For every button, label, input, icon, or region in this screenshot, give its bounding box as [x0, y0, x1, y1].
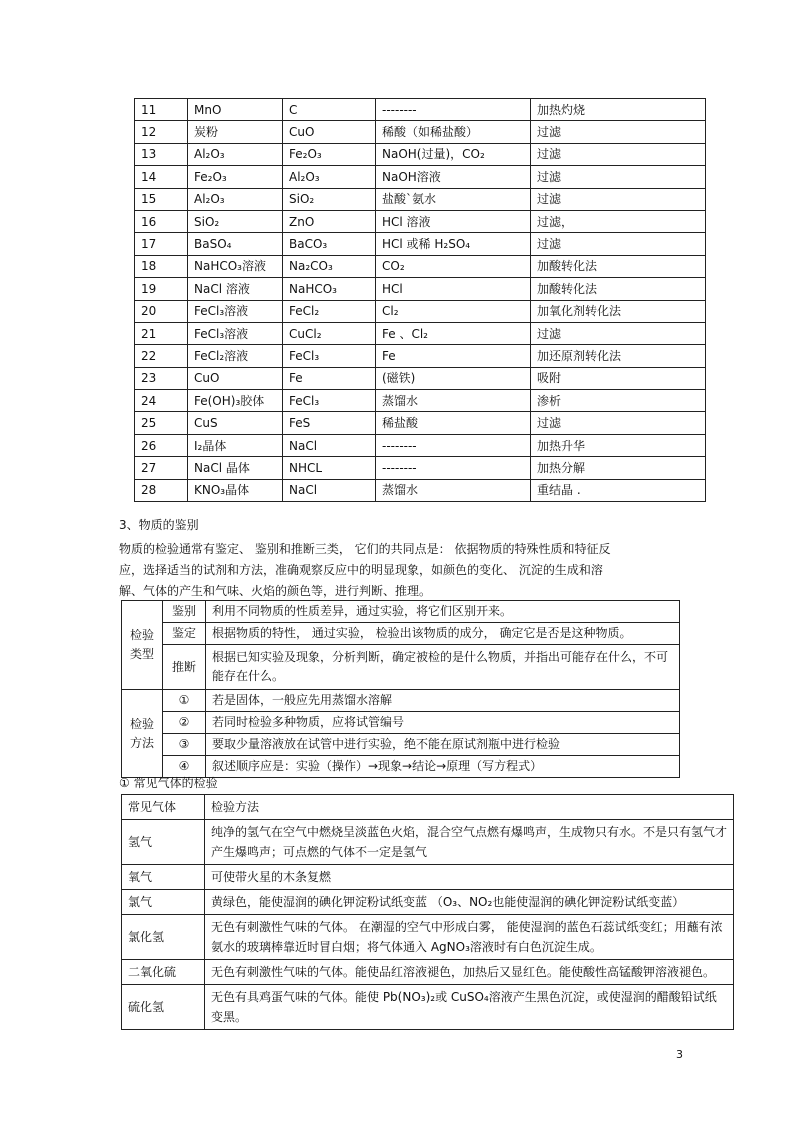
- table-cell: 蒸馏水: [376, 479, 531, 501]
- table-row: [122, 985, 734, 1030]
- table-cell: FeCl₃: [283, 390, 376, 412]
- table-cell: 22: [135, 345, 188, 367]
- table-cell: 27: [135, 457, 188, 479]
- table-cell: 24: [135, 390, 188, 412]
- table-row: [135, 121, 706, 143]
- table-cell: KNO₃晶体: [188, 479, 283, 501]
- table-cell: BaSO₄: [188, 233, 283, 255]
- table-row: [135, 300, 706, 322]
- gas-method: 无色有刺激性气味的气体。 在潮湿的空气中形成白雾， 能使湿润的蓝色石蕊试纸变红；用蘸有浓氨水的玻璃棒靠近时冒白烟；将气体通入 AgNO₃溶液时有白色沉淀生成。: [205, 915, 734, 960]
- sub-label: 鉴定: [163, 623, 206, 645]
- table-row: [122, 623, 680, 645]
- table-cell: 过滤: [531, 143, 706, 165]
- table-cell: NaOH溶液: [376, 166, 531, 188]
- gas-name: 氯气: [122, 890, 205, 915]
- table-row: [135, 99, 706, 121]
- table-cell: CuO: [188, 367, 283, 389]
- table-cell: 18: [135, 255, 188, 277]
- gas-method: 可使带火星的木条复燃: [205, 865, 734, 890]
- group-label-type: 检验类型: [122, 601, 163, 690]
- table-header-row: [122, 795, 734, 820]
- table-cell: C: [283, 99, 376, 121]
- table-cell: 加热灼烧: [531, 99, 706, 121]
- table-row: [122, 690, 680, 712]
- table-row: [135, 434, 706, 456]
- table-row: [135, 143, 706, 165]
- table-cell: 过滤: [531, 412, 706, 434]
- table-row: [122, 960, 734, 985]
- table-cell: 17: [135, 233, 188, 255]
- table-cell: 重结晶 .: [531, 479, 706, 501]
- table-cell: 23: [135, 367, 188, 389]
- table-cell: 渗析: [531, 390, 706, 412]
- table-cell: 15: [135, 188, 188, 210]
- separation-table: [134, 98, 706, 502]
- gas-heading: ① 常见气体的检验: [119, 776, 218, 790]
- row-text: 若同时检验多种物质，应将试管编号: [206, 712, 680, 734]
- table-cell: NaCl: [283, 434, 376, 456]
- gas-name: 氯化氢: [122, 915, 205, 960]
- table-cell: CuS: [188, 412, 283, 434]
- table-row: [122, 601, 680, 623]
- section-heading: 3、物质的鉴别: [119, 518, 199, 532]
- page-number: 3: [676, 1048, 683, 1061]
- sub-label: ①: [163, 690, 206, 712]
- header-gas: 常见气体: [122, 795, 205, 820]
- table-cell: Fe₂O₃: [188, 166, 283, 188]
- table-cell: NaCl: [283, 479, 376, 501]
- table-cell: (磁铁): [376, 367, 531, 389]
- table-cell: 过滤: [531, 322, 706, 344]
- row-text: 叙述顺序应是：实验（操作）→现象→结论→原理（写方程式）: [206, 756, 680, 778]
- table-cell: 12: [135, 121, 188, 143]
- sub-label: 鉴别: [163, 601, 206, 623]
- sub-label: ④: [163, 756, 206, 778]
- intro-paragraph-line1: 物质的检验通常有鉴定、 鉴别和推断三类， 它们的共同点是： 依据物质的特殊性质和特征反: [119, 542, 611, 556]
- table-row: [135, 255, 706, 277]
- table-cell: --------: [376, 457, 531, 479]
- intro-paragraph-line3: 解、气体的产生和气味、火焰的颜色等，进行判断、推理。: [119, 584, 432, 598]
- row-text: 若是固体，一般应先用蒸馏水溶解: [206, 690, 680, 712]
- gas-method: 无色有刺激性气味的气体。能使品红溶液褪色，加热后又显红色。能使酸性高锰酸钾溶液褪色。: [205, 960, 734, 985]
- table-cell: 过滤: [531, 188, 706, 210]
- table-cell: 11: [135, 99, 188, 121]
- table-cell: 加热升华: [531, 434, 706, 456]
- table-cell: Cl₂: [376, 300, 531, 322]
- table-cell: 蒸馏水: [376, 390, 531, 412]
- table-cell: 盐酸`氨水: [376, 188, 531, 210]
- table-row: [135, 322, 706, 344]
- gas-method: 无色有具鸡蛋气味的气体。能使 Pb(NO₃)₂或 CuSO₄溶液产生黑色沉淀，或使湿润的醋酸铅试纸变黑。: [205, 985, 734, 1030]
- table-cell: FeCl₂: [283, 300, 376, 322]
- table-cell: Fe: [376, 345, 531, 367]
- table-row: [135, 233, 706, 255]
- table-cell: BaCO₃: [283, 233, 376, 255]
- table-row: [122, 915, 734, 960]
- table-cell: NHCL: [283, 457, 376, 479]
- table-cell: Na₂CO₃: [283, 255, 376, 277]
- table-cell: NaCl 晶体: [188, 457, 283, 479]
- table-cell: 稀盐酸: [376, 412, 531, 434]
- table-cell: 28: [135, 479, 188, 501]
- table-cell: Al₂O₃: [283, 166, 376, 188]
- table-row: [135, 188, 706, 210]
- table-row: [122, 865, 734, 890]
- table-row: [135, 210, 706, 232]
- table-cell: MnO: [188, 99, 283, 121]
- table-cell: --------: [376, 99, 531, 121]
- table-cell: HCl: [376, 278, 531, 300]
- table-row: [122, 734, 680, 756]
- table-cell: SiO₂: [188, 210, 283, 232]
- table-cell: Fe₂O₃: [283, 143, 376, 165]
- table-cell: 20: [135, 300, 188, 322]
- table-cell: HCl 溶液: [376, 210, 531, 232]
- gas-name: 二氧化硫: [122, 960, 205, 985]
- table-row: [135, 345, 706, 367]
- gas-name: 硫化氢: [122, 985, 205, 1030]
- table-cell: FeS: [283, 412, 376, 434]
- table-cell: Fe(OH)₃胶体: [188, 390, 283, 412]
- table-cell: 19: [135, 278, 188, 300]
- gas-method: 黄绿色，能使湿润的碘化钾淀粉试纸变蓝 （O₃、NO₂也能使湿润的碘化钾淀粉试纸变蓝）: [205, 890, 734, 915]
- table-cell: 炭粉: [188, 121, 283, 143]
- table-row: [122, 645, 680, 690]
- intro-paragraph-line2: 应，选择适当的试剂和方法，准确观察反应中的明显现象，如颜色的变化、 沉淀的生成和溶: [119, 563, 603, 577]
- table-cell: 稀酸（如稀盐酸）: [376, 121, 531, 143]
- table-cell: SiO₂: [283, 188, 376, 210]
- gas-name: 氢气: [122, 820, 205, 865]
- table-cell: NaCl 溶液: [188, 278, 283, 300]
- table-row: [135, 412, 706, 434]
- table-cell: 加酸转化法: [531, 255, 706, 277]
- sub-label: 推断: [163, 645, 206, 690]
- table-cell: I₂晶体: [188, 434, 283, 456]
- table-cell: 25: [135, 412, 188, 434]
- table-cell: NaHCO₃溶液: [188, 255, 283, 277]
- table-cell: NaHCO₃: [283, 278, 376, 300]
- table-cell: 加酸转化法: [531, 278, 706, 300]
- table-cell: 加热分解: [531, 457, 706, 479]
- table-cell: CuO: [283, 121, 376, 143]
- table-row: [135, 479, 706, 501]
- table-row: [122, 820, 734, 865]
- table-row: [135, 457, 706, 479]
- row-text: 利用不同物质的性质差异，通过实验，将它们区别开来。: [206, 601, 680, 623]
- table-cell: Al₂O₃: [188, 143, 283, 165]
- table-cell: 26: [135, 434, 188, 456]
- table-cell: FeCl₂溶液: [188, 345, 283, 367]
- table-row: [122, 890, 734, 915]
- table-cell: 过滤: [531, 166, 706, 188]
- table-row: [135, 278, 706, 300]
- sub-label: ③: [163, 734, 206, 756]
- inspection-table: [121, 600, 680, 778]
- table-cell: Fe 、Cl₂: [376, 322, 531, 344]
- table-cell: 14: [135, 166, 188, 188]
- group-label-method: 检验方法: [122, 690, 163, 778]
- gas-name: 氧气: [122, 865, 205, 890]
- table-cell: FeCl₃溶液: [188, 300, 283, 322]
- table-cell: 13: [135, 143, 188, 165]
- table-cell: CuCl₂: [283, 322, 376, 344]
- row-text: 根据已知实验及现象，分析判断，确定被检的是什么物质，并指出可能存在什么，不可能存在什么。: [206, 645, 680, 690]
- table-row: [135, 390, 706, 412]
- table-cell: HCl 或稀 H₂SO₄: [376, 233, 531, 255]
- table-cell: FeCl₃溶液: [188, 322, 283, 344]
- table-cell: 加氧化剂转化法: [531, 300, 706, 322]
- sub-label: ②: [163, 712, 206, 734]
- row-text: 要取少量溶液放在试管中进行实验，绝不能在原试剂瓶中进行检验: [206, 734, 680, 756]
- header-method: 检验方法: [205, 795, 734, 820]
- table-cell: NaOH(过量)，CO₂: [376, 143, 531, 165]
- table-row: [122, 712, 680, 734]
- table-cell: 过滤: [531, 121, 706, 143]
- table-cell: CO₂: [376, 255, 531, 277]
- table-row: [135, 166, 706, 188]
- gas-method: 纯净的氢气在空气中燃烧呈淡蓝色火焰，混合空气点燃有爆鸣声，生成物只有水。不是只有氢气才产生爆鸣声；可点燃的气体不一定是氢气: [205, 820, 734, 865]
- table-cell: ZnO: [283, 210, 376, 232]
- table-cell: --------: [376, 434, 531, 456]
- table-cell: Fe: [283, 367, 376, 389]
- gas-test-table: [121, 794, 734, 1030]
- table-row: [135, 367, 706, 389]
- table-cell: 过滤，: [531, 210, 706, 232]
- table-cell: 吸附: [531, 367, 706, 389]
- row-text: 根据物质的特性， 通过实验， 检验出该物质的成分， 确定它是否是这种物质。: [206, 623, 680, 645]
- table-cell: 过滤: [531, 233, 706, 255]
- table-cell: FeCl₃: [283, 345, 376, 367]
- table-cell: 21: [135, 322, 188, 344]
- table-cell: 加还原剂转化法: [531, 345, 706, 367]
- table-cell: Al₂O₃: [188, 188, 283, 210]
- table-cell: 16: [135, 210, 188, 232]
